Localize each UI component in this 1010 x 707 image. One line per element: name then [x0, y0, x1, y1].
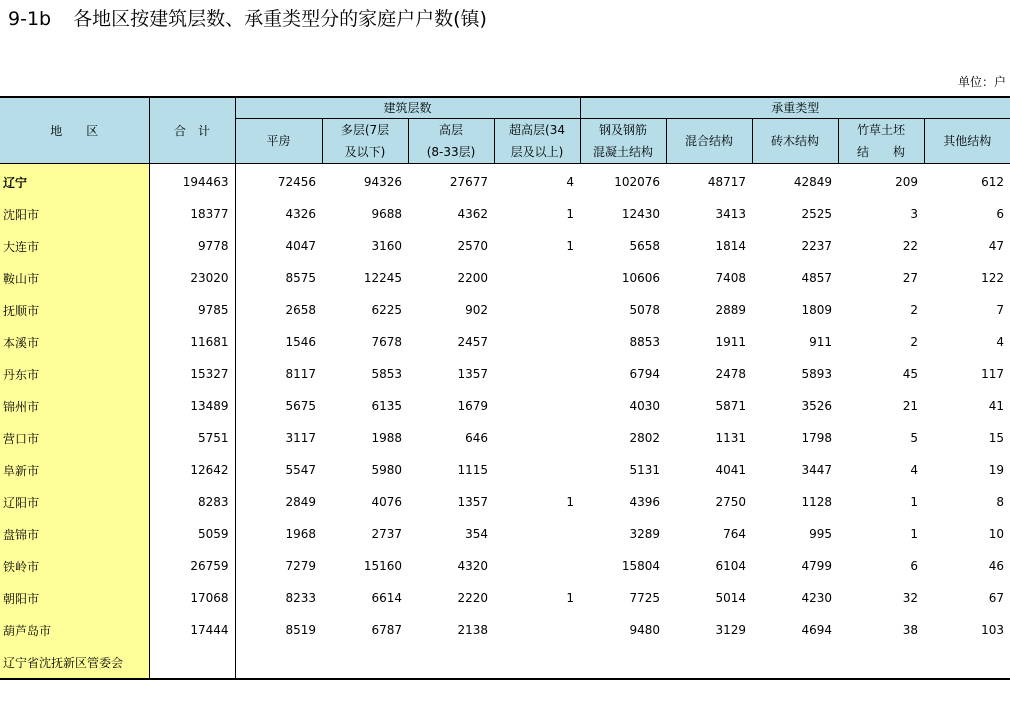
multi-cell: 6787	[371, 623, 402, 637]
bamboo-cell: 5	[910, 431, 919, 445]
other-cell: 103	[981, 623, 1005, 637]
super-cell	[494, 422, 580, 454]
multi-cell: 5853	[371, 367, 402, 381]
steel-cell: 7725	[629, 591, 661, 605]
multi-cell: 2737	[371, 527, 402, 541]
total-cell: 15327	[149, 358, 235, 390]
total-cell: 17068	[149, 582, 235, 614]
table-row	[0, 164, 1010, 199]
mixed-cell: 2478	[715, 367, 747, 381]
high-cell: 2138	[457, 623, 488, 637]
total-cell: 12642	[149, 454, 235, 486]
total-cell: 26759	[149, 550, 235, 582]
header-floor-super: 超高层(34 层及以上)	[494, 119, 580, 164]
high-cell: 1115	[457, 463, 488, 477]
mixed-cell: 2889	[715, 303, 747, 317]
other-cell: 612	[981, 175, 1005, 189]
super-cell: 1	[566, 495, 575, 509]
brick-cell: 3526	[801, 399, 833, 413]
header-group-structure: 承重类型	[580, 97, 1010, 119]
multi-cell: 15160	[363, 559, 402, 573]
data-table	[0, 96, 1010, 680]
super-cell	[494, 390, 580, 422]
bamboo-cell: 2	[910, 335, 919, 349]
high-cell: 1357	[457, 495, 488, 509]
table-title: 各地区按建筑层数、承重类型分的家庭户户数(镇)	[73, 8, 487, 30]
table-row	[0, 550, 1010, 582]
header-structure-mixed: 混合结构	[666, 119, 752, 164]
header-floor-high: 高层 (8-33层)	[408, 119, 494, 164]
other-cell: 8	[996, 495, 1005, 509]
mixed-cell: 1911	[715, 335, 747, 349]
steel-cell: 6794	[629, 367, 661, 381]
table-row	[0, 230, 1010, 262]
table-row	[0, 390, 1010, 422]
header-group-floors: 建筑层数	[235, 97, 580, 119]
region-cell: 辽阳市	[0, 486, 149, 518]
high-cell	[408, 646, 494, 679]
brick-cell: 5893	[801, 367, 833, 381]
flat-cell: 7279	[285, 559, 316, 573]
super-cell	[494, 326, 580, 358]
multi-cell: 6135	[371, 399, 402, 413]
flat-cell: 8575	[285, 271, 316, 285]
multi-cell: 12245	[363, 271, 402, 285]
bamboo-cell: 209	[895, 175, 919, 189]
high-cell: 902	[465, 303, 488, 317]
table-row	[0, 646, 1010, 679]
brick-cell: 2525	[801, 207, 833, 221]
other-cell: 6	[996, 207, 1005, 221]
multi-cell: 6225	[371, 303, 402, 317]
other-cell: 15	[988, 431, 1005, 445]
multi-cell: 6614	[371, 591, 402, 605]
flat-cell: 72456	[277, 175, 316, 189]
total-cell: 5059	[149, 518, 235, 550]
multi-cell: 3160	[371, 239, 402, 253]
other-cell	[924, 646, 1010, 679]
super-cell	[494, 646, 580, 679]
brick-cell: 1809	[801, 303, 833, 317]
flat-cell: 3117	[285, 431, 316, 445]
high-cell: 27677	[449, 175, 488, 189]
other-cell: 67	[988, 591, 1005, 605]
table-header	[0, 97, 1010, 164]
mixed-cell: 764	[723, 527, 747, 541]
steel-cell: 9480	[629, 623, 661, 637]
bamboo-cell: 6	[910, 559, 919, 573]
bamboo-cell: 45	[902, 367, 919, 381]
mixed-cell: 1814	[715, 239, 747, 253]
super-cell	[494, 550, 580, 582]
table-row	[0, 326, 1010, 358]
multi-cell: 7678	[371, 335, 402, 349]
steel-cell: 5131	[629, 463, 661, 477]
steel-cell: 2802	[629, 431, 661, 445]
other-cell: 41	[988, 399, 1005, 413]
steel-cell: 10606	[621, 271, 661, 285]
bamboo-cell	[838, 646, 924, 679]
flat-cell: 8117	[285, 367, 316, 381]
region-cell: 朝阳市	[0, 582, 149, 614]
multi-cell: 94326	[363, 175, 402, 189]
steel-cell: 4396	[629, 495, 661, 509]
bamboo-cell: 38	[902, 623, 919, 637]
steel-cell: 3289	[629, 527, 661, 541]
flat-cell: 4047	[285, 239, 316, 253]
table-body	[0, 164, 1010, 680]
total-cell: 9785	[149, 294, 235, 326]
flat-cell: 2658	[285, 303, 316, 317]
bamboo-cell: 3	[910, 207, 919, 221]
flat-cell	[235, 646, 322, 679]
header-region: 地 区	[0, 97, 149, 164]
total-cell: 9778	[149, 230, 235, 262]
other-cell: 46	[988, 559, 1005, 573]
mixed-cell: 4041	[715, 463, 747, 477]
other-cell: 7	[996, 303, 1005, 317]
table-row	[0, 582, 1010, 614]
unit-label: 单位：户	[957, 75, 1006, 89]
mixed-cell: 6104	[715, 559, 747, 573]
multi-cell: 1988	[371, 431, 402, 445]
table-code: 9-1b	[8, 8, 52, 30]
total-cell: 17444	[149, 614, 235, 646]
brick-cell	[752, 646, 838, 679]
total-cell: 23020	[149, 262, 235, 294]
mixed-cell: 3413	[715, 207, 747, 221]
region-cell: 营口市	[0, 422, 149, 454]
mixed-cell: 2750	[715, 495, 747, 509]
high-cell: 4362	[457, 207, 488, 221]
header-total: 合 计	[149, 97, 235, 164]
flat-cell: 2849	[285, 495, 316, 509]
bamboo-cell: 1	[910, 495, 919, 509]
high-cell: 2570	[457, 239, 488, 253]
bamboo-cell: 21	[902, 399, 919, 413]
mixed-cell: 5014	[715, 591, 747, 605]
total-cell: 11681	[149, 326, 235, 358]
super-cell	[494, 454, 580, 486]
brick-cell: 2237	[801, 239, 833, 253]
steel-cell: 15804	[621, 559, 661, 573]
table-row	[0, 422, 1010, 454]
multi-cell: 9688	[371, 207, 402, 221]
super-cell: 1	[566, 239, 575, 253]
bamboo-cell: 32	[902, 591, 919, 605]
table-row	[0, 518, 1010, 550]
table-row	[0, 358, 1010, 390]
table-row	[0, 294, 1010, 326]
bamboo-cell: 22	[902, 239, 919, 253]
brick-cell: 4857	[801, 271, 833, 285]
brick-cell: 4799	[801, 559, 833, 573]
brick-cell: 4694	[801, 623, 833, 637]
bamboo-cell: 27	[902, 271, 919, 285]
flat-cell: 1968	[285, 527, 316, 541]
total-cell: 13489	[149, 390, 235, 422]
region-cell: 本溪市	[0, 326, 149, 358]
region-cell: 丹东市	[0, 358, 149, 390]
header-structure-bamboo: 竹草土坯 结 构	[838, 119, 924, 164]
mixed-cell: 48717	[707, 175, 747, 189]
steel-cell: 12430	[621, 207, 661, 221]
region-cell: 辽宁省沈抚新区管委会	[0, 646, 149, 679]
table-row	[0, 486, 1010, 518]
super-cell: 1	[566, 591, 575, 605]
brick-cell: 3447	[801, 463, 833, 477]
high-cell: 354	[465, 527, 488, 541]
header-structure-steel: 钢及钢筋 混凝土结构	[580, 119, 666, 164]
high-cell: 4320	[457, 559, 488, 573]
region-cell: 铁岭市	[0, 550, 149, 582]
brick-cell: 4230	[801, 591, 833, 605]
mixed-cell: 5871	[715, 399, 747, 413]
other-cell: 19	[988, 463, 1005, 477]
steel-cell: 4030	[629, 399, 661, 413]
flat-cell: 8519	[285, 623, 316, 637]
super-cell	[494, 614, 580, 646]
other-cell: 4	[996, 335, 1005, 349]
super-cell: 1	[566, 207, 575, 221]
high-cell: 1357	[457, 367, 488, 381]
high-cell: 2220	[457, 591, 488, 605]
multi-cell	[322, 646, 408, 679]
total-cell: 194463	[149, 164, 235, 199]
region-cell: 抚顺市	[0, 294, 149, 326]
total-cell: 18377	[149, 198, 235, 230]
flat-cell: 4326	[285, 207, 316, 221]
high-cell: 646	[465, 431, 488, 445]
region-cell: 鞍山市	[0, 262, 149, 294]
total-cell: 8283	[149, 486, 235, 518]
other-cell: 122	[981, 271, 1005, 285]
brick-cell: 995	[809, 527, 833, 541]
bamboo-cell: 2	[910, 303, 919, 317]
brick-cell: 911	[809, 335, 833, 349]
total-cell: 5751	[149, 422, 235, 454]
total-cell	[149, 646, 235, 679]
bamboo-cell: 4	[910, 463, 919, 477]
table-row	[0, 454, 1010, 486]
region-cell: 沈阳市	[0, 198, 149, 230]
region-cell: 阜新市	[0, 454, 149, 486]
multi-cell: 4076	[371, 495, 402, 509]
region-cell: 锦州市	[0, 390, 149, 422]
page-title	[8, 4, 487, 31]
brick-cell: 1798	[801, 431, 833, 445]
region-cell: 大连市	[0, 230, 149, 262]
header-floor-multi: 多层(7层 及以下)	[322, 119, 408, 164]
mixed-cell: 1131	[715, 431, 747, 445]
super-cell: 4	[566, 175, 575, 189]
high-cell: 1679	[457, 399, 488, 413]
bamboo-cell: 1	[910, 527, 919, 541]
brick-cell: 1128	[801, 495, 833, 509]
other-cell: 10	[988, 527, 1005, 541]
high-cell: 2200	[457, 271, 488, 285]
region-cell: 葫芦岛市	[0, 614, 149, 646]
multi-cell: 5980	[371, 463, 402, 477]
high-cell: 2457	[457, 335, 488, 349]
steel-cell: 5078	[629, 303, 661, 317]
table-row	[0, 614, 1010, 646]
flat-cell: 5675	[285, 399, 316, 413]
table-row	[0, 262, 1010, 294]
header-floor-flat: 平房	[235, 119, 322, 164]
mixed-cell: 3129	[715, 623, 747, 637]
super-cell	[494, 358, 580, 390]
header-structure-other: 其他结构	[924, 119, 1010, 164]
super-cell	[494, 518, 580, 550]
region-cell: 盘锦市	[0, 518, 149, 550]
table-row	[0, 198, 1010, 230]
super-cell	[494, 262, 580, 294]
flat-cell: 5547	[285, 463, 316, 477]
steel-cell: 102076	[614, 175, 661, 189]
brick-cell: 42849	[793, 175, 833, 189]
header-structure-brick: 砖木结构	[752, 119, 838, 164]
mixed-cell	[666, 646, 752, 679]
steel-cell: 5658	[629, 239, 661, 253]
mixed-cell: 7408	[715, 271, 747, 285]
steel-cell: 8853	[629, 335, 661, 349]
super-cell	[494, 294, 580, 326]
other-cell: 47	[988, 239, 1005, 253]
region-cell: 辽宁	[0, 164, 149, 199]
flat-cell: 8233	[285, 591, 316, 605]
flat-cell: 1546	[285, 335, 316, 349]
other-cell: 117	[981, 367, 1005, 381]
steel-cell	[580, 646, 666, 679]
